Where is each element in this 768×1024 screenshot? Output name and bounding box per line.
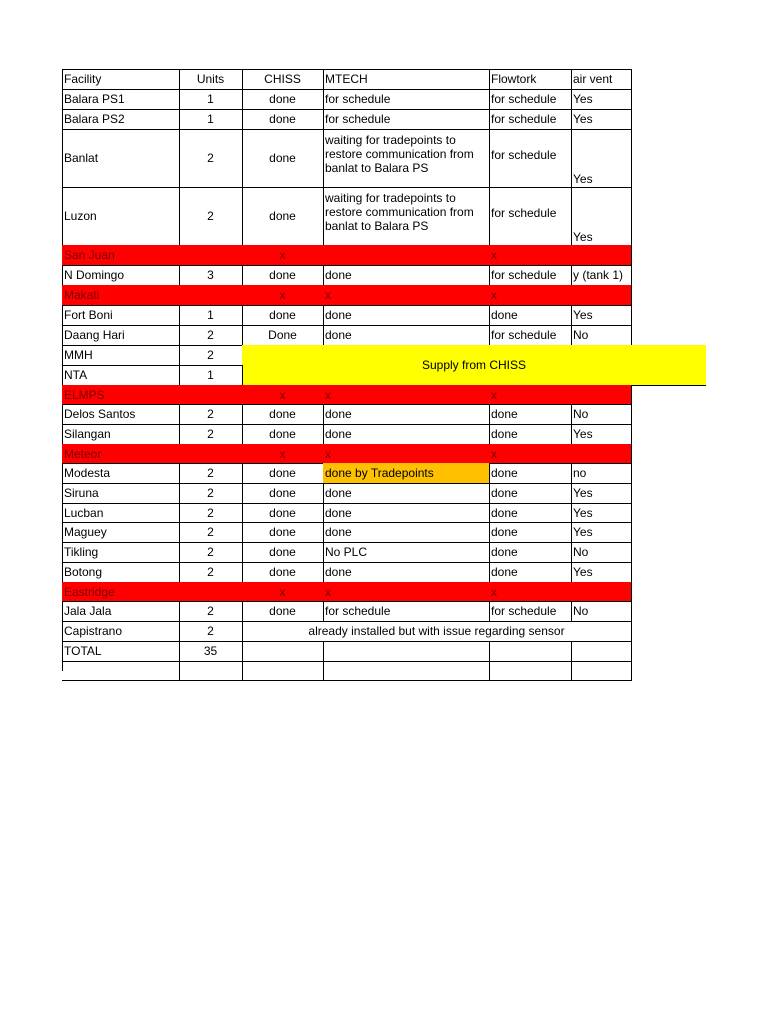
cell-flowtork[interactable]: done <box>489 483 572 504</box>
cell-flowtork[interactable]: done <box>489 305 572 326</box>
cell-facility[interactable]: ELMPS <box>62 385 180 405</box>
cell-chiss[interactable] <box>242 641 324 662</box>
cell-air-vent[interactable]: no <box>571 463 632 484</box>
cell-units[interactable]: 2 <box>179 621 243 642</box>
cell-facility[interactable]: Siruna <box>62 483 180 504</box>
cell-air-vent[interactable]: Yes <box>571 522 632 543</box>
cell-chiss[interactable]: done <box>242 265 324 286</box>
cell-facility[interactable]: Silangan <box>62 424 180 445</box>
cell-mtech[interactable]: done by Tradepoints <box>323 463 490 484</box>
cell-air-vent[interactable] <box>571 444 632 464</box>
cell-air-vent[interactable]: Yes <box>571 187 632 246</box>
cell-units[interactable]: 1 <box>179 109 243 130</box>
column-header-units[interactable]: Units <box>179 69 243 90</box>
cell-flowtork[interactable]: for schedule <box>489 187 572 246</box>
cell-air-vent[interactable] <box>571 245 632 266</box>
cell-air-vent[interactable]: No <box>571 601 632 622</box>
cell-mtech[interactable]: done <box>323 265 490 286</box>
cell-units[interactable] <box>179 285 243 306</box>
cell-air-vent[interactable]: Yes <box>571 305 632 326</box>
cell-chiss[interactable]: done <box>242 522 324 543</box>
cell-mtech[interactable]: done <box>323 522 490 543</box>
cell-flowtork[interactable]: x <box>489 285 572 306</box>
cell-chiss[interactable]: x <box>242 245 324 266</box>
cell-air-vent[interactable]: Yes <box>571 483 632 504</box>
cell-facility[interactable]: Balara PS2 <box>62 109 180 130</box>
cell-chiss[interactable]: done <box>242 89 324 110</box>
cell-chiss[interactable]: done <box>242 542 324 563</box>
cell-units[interactable]: 2 <box>179 463 243 484</box>
cell-chiss[interactable]: done <box>242 404 324 425</box>
cell-flowtork[interactable]: done <box>489 542 572 563</box>
cell-air-vent[interactable] <box>571 385 632 405</box>
cell-flowtork[interactable]: done <box>489 424 572 445</box>
cell-units[interactable]: 3 <box>179 265 243 286</box>
cell-mtech[interactable]: done <box>323 562 490 583</box>
cell-facility[interactable]: Fort Boni <box>62 305 180 326</box>
cell-chiss[interactable]: done <box>242 187 324 246</box>
cell-mtech[interactable]: for schedule <box>323 89 490 110</box>
cell-units[interactable] <box>179 444 243 464</box>
cell-air-vent[interactable]: No <box>571 542 632 563</box>
cell-flowtork[interactable]: for schedule <box>489 601 572 622</box>
cell-air-vent[interactable] <box>571 641 632 662</box>
cell-chiss[interactable]: x <box>242 582 324 602</box>
cell-chiss[interactable]: done <box>242 483 324 504</box>
cell-mtech[interactable] <box>323 661 490 681</box>
cell-air-vent[interactable] <box>571 285 632 306</box>
cell-flowtork[interactable]: done <box>489 522 572 543</box>
cell-flowtork[interactable]: for schedule <box>489 89 572 110</box>
cell-air-vent[interactable]: Yes <box>571 424 632 445</box>
cell-chiss[interactable]: Done <box>242 325 324 346</box>
cell-chiss[interactable]: x <box>242 444 324 464</box>
cell-flowtork[interactable]: x <box>489 444 572 464</box>
cell-flowtork[interactable]: done <box>489 463 572 484</box>
cell-units[interactable] <box>179 245 243 266</box>
cell-facility[interactable]: NTA <box>62 365 180 386</box>
column-header-flowtork[interactable]: Flowtork <box>489 69 572 90</box>
cell-mtech[interactable]: waiting for tradepoints to restore communication from banlat to Balara PS <box>323 187 490 246</box>
cell-mtech[interactable]: done <box>323 424 490 445</box>
cell-flowtork[interactable]: x <box>489 582 572 602</box>
cell-air-vent[interactable]: y (tank 1) <box>571 265 632 286</box>
cell-mtech[interactable]: done <box>323 404 490 425</box>
column-header-air-vent[interactable]: air vent <box>571 69 632 90</box>
cell-air-vent[interactable]: Yes <box>571 109 632 130</box>
cell-facility[interactable]: Maguey <box>62 522 180 543</box>
cell-facility[interactable]: Lucban <box>62 503 180 523</box>
cell-units[interactable] <box>179 661 243 681</box>
cell-flowtork[interactable] <box>489 641 572 662</box>
cell-mtech[interactable]: x <box>323 285 490 306</box>
cell-chiss[interactable]: done <box>242 503 324 523</box>
cell-chiss[interactable]: done <box>242 129 324 188</box>
cell-chiss[interactable]: done <box>242 562 324 583</box>
cell-flowtork[interactable]: x <box>489 385 572 405</box>
cell-facility[interactable]: Eastridge <box>62 582 180 602</box>
cell-flowtork[interactable]: done <box>489 404 572 425</box>
cell-facility[interactable]: Banlat <box>62 129 180 188</box>
cell-flowtork[interactable]: done <box>489 562 572 583</box>
cell-units[interactable]: 2 <box>179 562 243 583</box>
cell-mtech[interactable]: done <box>323 503 490 523</box>
cell-flowtork[interactable]: x <box>489 245 572 266</box>
cell-air-vent[interactable]: Yes <box>571 503 632 523</box>
cell-units[interactable]: 2 <box>179 503 243 523</box>
cell-air-vent[interactable]: Yes <box>571 129 632 188</box>
cell-flowtork[interactable]: done <box>489 503 572 523</box>
cell-chiss[interactable]: done <box>242 463 324 484</box>
cell-chiss[interactable] <box>242 661 324 681</box>
cell-units[interactable]: 2 <box>179 522 243 543</box>
cell-mtech[interactable]: x <box>323 444 490 464</box>
cell-facility[interactable]: N Domingo <box>62 265 180 286</box>
cell-facility[interactable] <box>62 661 180 681</box>
cell-chiss[interactable]: x <box>242 285 324 306</box>
cell-mtech[interactable] <box>323 641 490 662</box>
cell-chiss[interactable]: x <box>242 385 324 405</box>
column-header-mtech[interactable]: MTECH <box>323 69 490 90</box>
column-header-chiss[interactable]: CHISS <box>242 69 324 90</box>
cell-air-vent[interactable] <box>571 582 632 602</box>
cell-chiss[interactable]: done <box>242 601 324 622</box>
cell-flowtork[interactable]: for schedule <box>489 129 572 188</box>
cell-units[interactable]: 1 <box>179 305 243 326</box>
cell-air-vent[interactable]: Yes <box>571 562 632 583</box>
cell-facility[interactable]: Botong <box>62 562 180 583</box>
cell-facility[interactable]: Daang Hari <box>62 325 180 346</box>
cell-flowtork[interactable]: for schedule <box>489 265 572 286</box>
cell-units[interactable]: 2 <box>179 542 243 563</box>
cell-chiss[interactable]: done <box>242 305 324 326</box>
cell-units[interactable]: 2 <box>179 129 243 188</box>
cell-flowtork[interactable]: for schedule <box>489 109 572 130</box>
cell-mtech[interactable]: x <box>323 385 490 405</box>
supply-note[interactable]: Supply from CHISS <box>242 345 706 386</box>
cell-facility[interactable]: Tikling <box>62 542 180 563</box>
cell-units[interactable]: 2 <box>179 601 243 622</box>
cell-facility[interactable]: Meteor <box>62 444 180 464</box>
cell-facility[interactable]: Delos Santos <box>62 404 180 425</box>
cell-units[interactable]: 2 <box>179 404 243 425</box>
cell-units[interactable]: 2 <box>179 187 243 246</box>
cell-mtech[interactable]: done <box>323 305 490 326</box>
cell-facility[interactable]: Modesta <box>62 463 180 484</box>
cell-facility[interactable]: Makati <box>62 285 180 306</box>
cell-facility[interactable]: Luzon <box>62 187 180 246</box>
cell-units[interactable]: 2 <box>179 325 243 346</box>
cell-mtech[interactable]: for schedule <box>323 601 490 622</box>
cell-facility[interactable]: TOTAL <box>62 641 180 662</box>
cell-chiss[interactable]: done <box>242 424 324 445</box>
cell-units[interactable] <box>179 582 243 602</box>
cell-mtech[interactable] <box>323 245 490 266</box>
cell-units[interactable]: 1 <box>179 365 243 386</box>
cell-facility[interactable]: Balara PS1 <box>62 89 180 110</box>
cell-flowtork[interactable] <box>489 661 572 681</box>
cell-facility[interactable]: San Juan <box>62 245 180 266</box>
cell-air-vent[interactable]: No <box>571 325 632 346</box>
cell-facility[interactable]: MMH <box>62 345 180 366</box>
cell-mtech[interactable]: for schedule <box>323 109 490 130</box>
cell-chiss[interactable]: done <box>242 109 324 130</box>
cell-units[interactable]: 35 <box>179 641 243 662</box>
cell-units[interactable]: 2 <box>179 483 243 504</box>
capistrano-note[interactable]: already installed but with issue regarding sensor <box>242 621 632 642</box>
cell-mtech[interactable]: x <box>323 582 490 602</box>
cell-units[interactable]: 2 <box>179 424 243 445</box>
cell-mtech[interactable]: waiting for tradepoints to restore communication from banlat to Balara PS <box>323 129 490 188</box>
cell-facility[interactable]: Capistrano <box>62 621 180 642</box>
cell-facility[interactable]: Jala Jala <box>62 601 180 622</box>
cell-air-vent[interactable]: Yes <box>571 89 632 110</box>
cell-units[interactable]: 1 <box>179 89 243 110</box>
cell-mtech[interactable]: done <box>323 325 490 346</box>
cell-units[interactable] <box>179 385 243 405</box>
column-header-facility[interactable]: Facility <box>62 69 180 90</box>
cell-mtech[interactable]: done <box>323 483 490 504</box>
cell-flowtork[interactable]: for schedule <box>489 325 572 346</box>
cell-air-vent[interactable] <box>571 661 632 681</box>
cell-air-vent[interactable]: No <box>571 404 632 425</box>
cell-mtech[interactable]: No PLC <box>323 542 490 563</box>
cell-units[interactable]: 2 <box>179 345 243 366</box>
